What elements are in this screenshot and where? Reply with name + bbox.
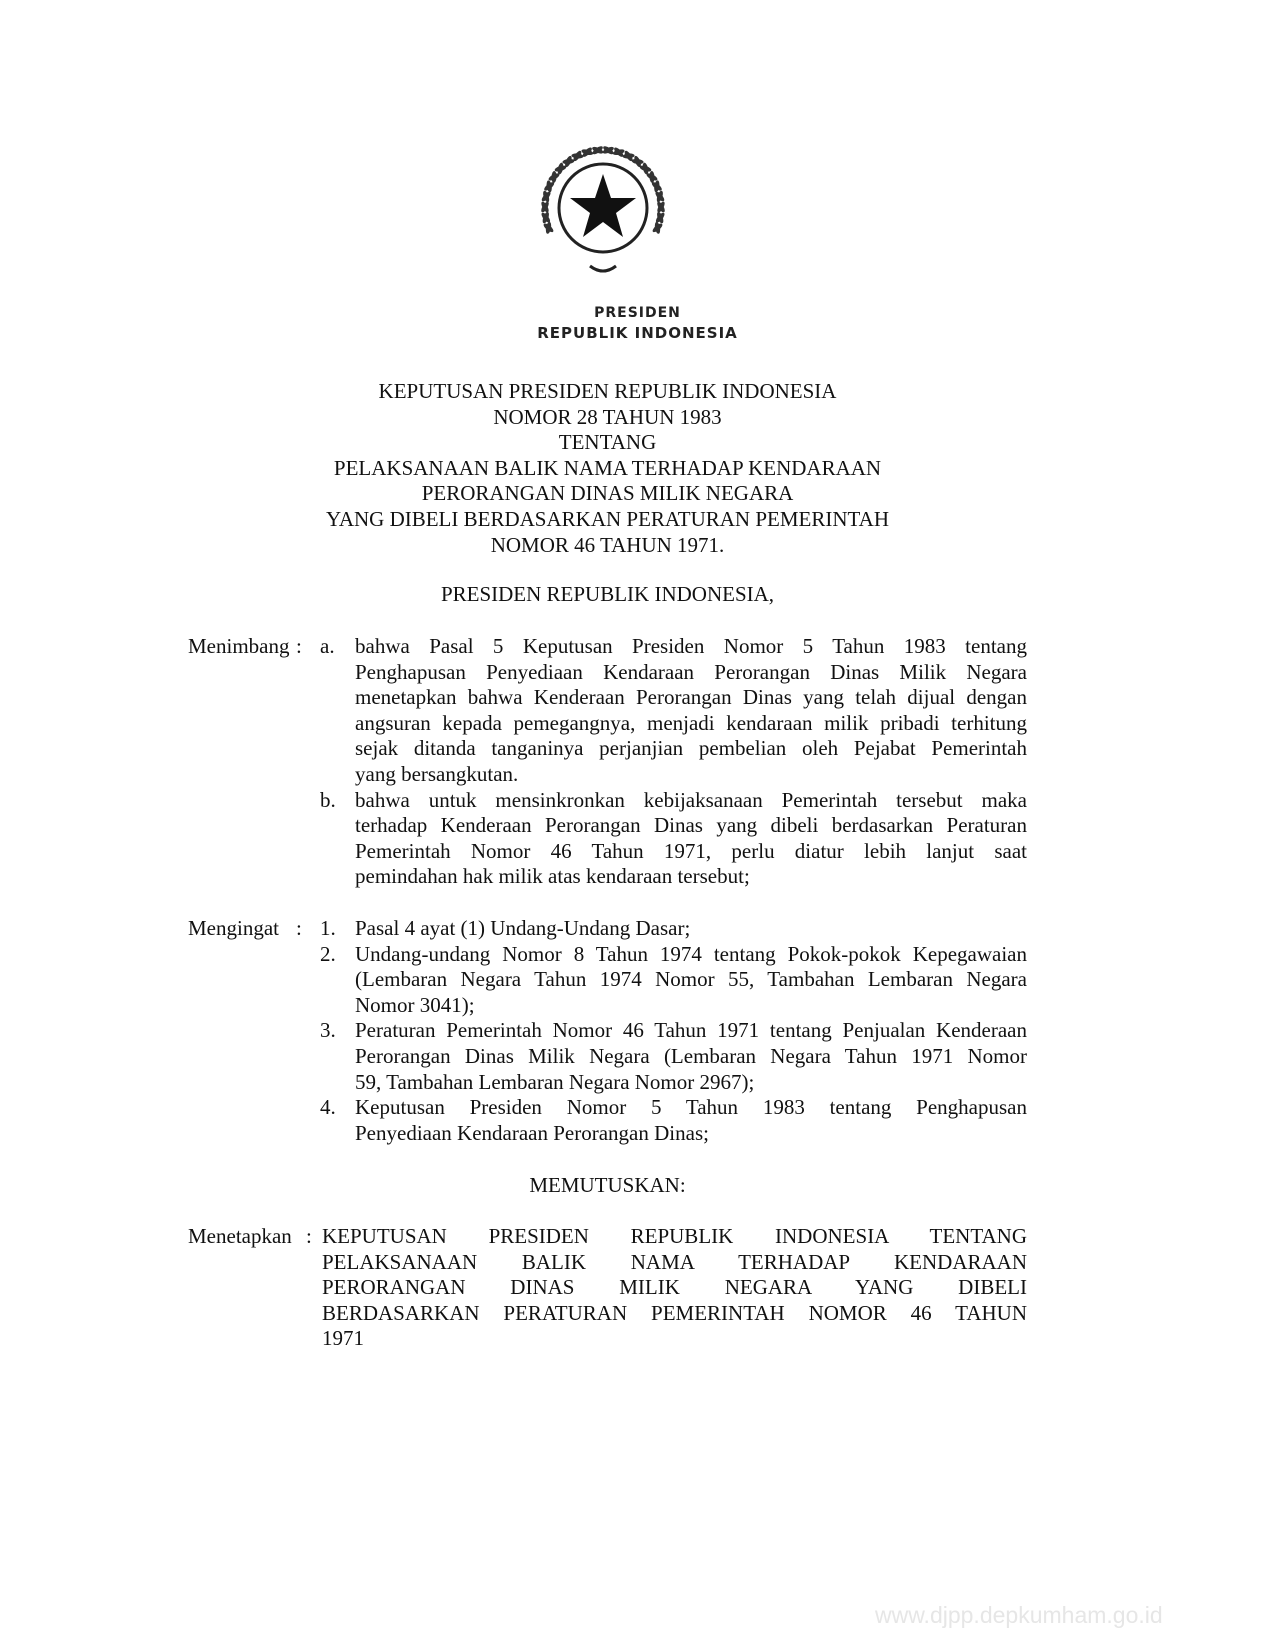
item-text-line: terhadap Kenderaan Perorangan Dinas yang dibeli berdasarkan Peraturan [355, 813, 1027, 838]
list-item [355, 916, 1027, 942]
wreath-leaf [571, 153, 583, 159]
mengingat-colon: : [296, 916, 302, 940]
star-icon [570, 174, 636, 237]
list-item [355, 1018, 1027, 1095]
wreath-leaf [631, 158, 643, 164]
wreath-leaf [545, 221, 552, 234]
item-marker: 1. [320, 916, 336, 940]
wreath-leaf [540, 201, 550, 214]
menetapkan-line: BERDASARKAN PERATURAN PEMERINTAH NOMOR 46 TAHUN [322, 1300, 1027, 1325]
menetapkan-colon: : [306, 1224, 312, 1248]
item-text-line: Pasal 4 ayat (1) Undang-Undang Dasar; [355, 916, 691, 940]
menetapkan-line: PELAKSANAAN BALIK NAMA TERHADAP KENDARAAN [322, 1249, 1027, 1274]
item-text-line: pemindahan hak milik atas kendaraan tersebut; [355, 864, 750, 889]
title-line: PERORANGAN DINAS MILIK NEGARA [421, 481, 794, 506]
item-marker: 3. [320, 1018, 336, 1043]
list-item [355, 1095, 1027, 1146]
item-marker: 2. [320, 941, 336, 966]
item-marker: b. [320, 787, 336, 812]
emblem-caption-line1: PRESIDEN [594, 305, 681, 321]
title-line: TENTANG [558, 430, 657, 455]
menetapkan-line: KEPUTUSAN PRESIDEN REPUBLIK INDONESIA TENTANG [322, 1224, 1027, 1248]
item-text-line: Peraturan Pemerintah Nomor 46 Tahun 1971 tentang Penjualan Kenderaan [355, 1018, 1027, 1043]
list-item [355, 942, 1027, 1019]
menetapkan-line: PERORANGAN DINAS MILIK NEGARA YANG DIBELI [322, 1275, 1027, 1300]
wreath-leaf [622, 153, 634, 159]
item-text-line: 59, Tambahan Lembaran Negara Nomor 2967); [355, 1069, 755, 1094]
title-line: PELAKSANAAN BALIK NAMA TERHADAP KENDARAAN [333, 455, 882, 480]
item-text-line: sejak ditanda tanganinya perjanjian pembelian oleh Pejabat Pemerintah [355, 736, 1027, 761]
item-text-line: bahwa untuk mensinkronkan kebijaksanaan Pemerintah tersebut maka [355, 787, 1027, 812]
menimbang-label: Menimbang [188, 634, 290, 658]
title-line: KEPUTUSAN PRESIDEN REPUBLIK INDONESIA [378, 379, 837, 403]
item-marker: a. [320, 634, 335, 658]
list-item [355, 788, 1027, 890]
emblem-caption-line2: REPUBLIK INDONESIA [537, 324, 738, 342]
item-text-line: yang bersangkutan. [355, 761, 519, 786]
item-text-line: Nomor 3041); [355, 992, 475, 1017]
opening-statement: PRESIDEN REPUBLIK INDONESIA, [440, 582, 775, 606]
menimbang-colon: : [296, 634, 302, 658]
item-marker: 4. [320, 1095, 336, 1120]
item-text-line: angsuran kepada pemegangnya, menjadi kendaraan milik pribadi terhitung [355, 710, 1027, 735]
list-item [355, 634, 1027, 788]
item-text-line: menetapkan bahwa Kenderaan Perorangan Dinas yang telah dijual dengan [355, 685, 1027, 710]
memutuskan-heading: MEMUTUSKAN: [529, 1173, 686, 1197]
wreath-leaf [656, 201, 666, 214]
item-text-line: (Lembaran Negara Tahun 1974 Nomor 55, Tambahan Lembaran Negara [355, 967, 1027, 992]
item-text-line: bahwa Pasal 5 Keputusan Presiden Nomor 5 Tahun 1983 tentang [355, 634, 1027, 658]
title-line: NOMOR 28 TAHUN 1983 [493, 404, 722, 429]
item-text-line: Penghapusan Penyediaan Kendaraan Perorangan Dinas Milik Negara [355, 659, 1027, 684]
mengingat-label: Mengingat [188, 916, 279, 940]
item-text-line: Perorangan Dinas Milik Negara (Lembaran Negara Tahun 1971 Nomor [355, 1043, 1027, 1068]
watermark: www.djpp.depkumham.go.id [875, 1602, 1163, 1628]
item-text-line: Pemerintah Nomor 46 Tahun 1971, perlu diatur lebih lanjut saat [355, 838, 1027, 863]
item-text-line: Keputusan Presiden Nomor 5 Tahun 1983 tentang Penghapusan [355, 1095, 1027, 1120]
presidential-emblem [528, 136, 678, 286]
item-text-line: Undang-undang Nomor 8 Tahun 1974 tentang Pokok-pokok Kepegawaian [355, 941, 1027, 966]
wreath-leaf [654, 221, 661, 234]
item-text-line: Penyediaan Kendaraan Perorangan Dinas; [355, 1120, 709, 1145]
menetapkan-label: Menetapkan [188, 1224, 292, 1248]
menetapkan-line: 1971 [322, 1326, 364, 1351]
wreath-leaf [562, 158, 574, 164]
title-line: YANG DIBELI BERDASARKAN PERATURAN PEMERINTAH [325, 507, 889, 531]
title-line: NOMOR 46 TAHUN 1971. [490, 532, 725, 557]
menetapkan-text [322, 1224, 1027, 1352]
